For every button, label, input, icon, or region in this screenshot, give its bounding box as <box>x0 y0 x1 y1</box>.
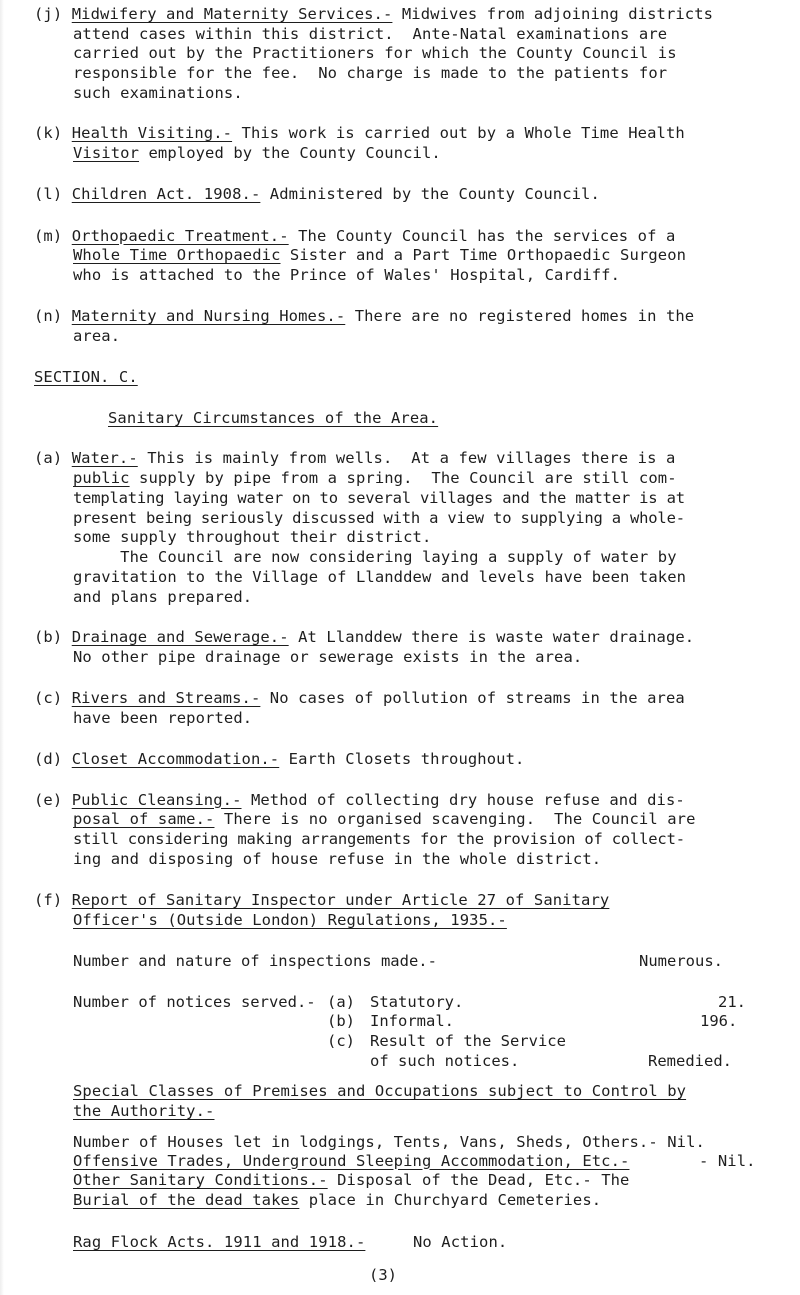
sanitary-a-line6: The Council are now considering laying a supply of water by <box>73 548 677 567</box>
item-j-line1 <box>34 4 713 25</box>
item-m-marker: (m) <box>34 226 63 245</box>
sanitary-a-line2 <box>73 468 677 489</box>
item-m-heading: Orthopaedic Treatment.- <box>71 226 289 245</box>
sanitary-a-line8: and plans prepared. <box>73 587 253 606</box>
item-k-line2 <box>73 143 441 164</box>
sanitary-a-line1 <box>34 448 675 469</box>
item-n-marker: (n) <box>34 307 63 326</box>
item-m-line1 <box>34 226 675 247</box>
sanitary-b-line2: No other pipe drainage or sewerage exists in the area. <box>73 647 583 666</box>
sanitary-e-heading: Public Cleansing.- <box>71 790 242 809</box>
notice-c-label: Result of the Service <box>370 1032 566 1051</box>
item-k-line1 <box>34 123 685 144</box>
sanitary-a-line4: present being seriously discussed with a view to supplying a whole- <box>73 508 685 527</box>
sanitary-e-text: Method of collecting dry house refuse and dis- <box>241 790 685 809</box>
sanitary-f-line1 <box>34 890 609 911</box>
item-l-heading: Children Act. 1908.- <box>71 185 261 204</box>
sanitary-e-line1 <box>34 790 685 811</box>
sanitary-c-marker: (c) <box>34 689 63 708</box>
special-heading1: Special Classes of Premises and Occupations subject to Control by <box>73 1082 687 1100</box>
sanitary-f-heading1: Report of Sanitary Inspector under Article 27 of Sanitary <box>71 891 610 910</box>
sanitary-c-text: No cases of pollution of streams in the area <box>260 689 685 708</box>
notice-c-value: Remedied. <box>648 1051 732 1070</box>
sanitary-a-underlined: public <box>73 469 130 488</box>
item-k-heading: Health Visiting.- <box>71 124 233 143</box>
other-line2 <box>73 1191 601 1210</box>
sanitary-c-line1 <box>34 688 685 709</box>
item-j-line4: responsible for the fee. No charge is made to the patients for <box>73 63 668 82</box>
sanitary-a-heading: Water.- <box>71 449 138 468</box>
notice-b-marker: (b) <box>327 1012 355 1031</box>
offensive-line <box>73 1151 756 1171</box>
section-title: SECTION. C. <box>34 367 138 386</box>
notice-c-label2: of such notices. <box>370 1051 520 1070</box>
sanitary-f-heading2: Officer's (Outside London) Regulations, 1935.- <box>73 910 507 929</box>
item-k-text: This work is carried out by a Whole Time Health <box>232 124 685 143</box>
item-m-underlined: Whole Time Orthopaedic <box>73 246 281 265</box>
sanitary-e-line3: still considering making arrangements for the provision of collect- <box>73 830 685 849</box>
notice-b-value: 196. <box>700 1012 738 1031</box>
sanitary-c-line2: have been reported. <box>73 708 253 727</box>
notice-a-marker: (a) <box>327 992 355 1011</box>
item-n-line2: area. <box>73 327 121 346</box>
item-j-line5: such examinations. <box>73 83 243 102</box>
rag-heading: Rag Flock Acts. 1911 and 1918.- <box>73 1233 366 1251</box>
sanitary-a-line7: gravitation to the Village of Llanddew and levels have been taken <box>73 567 687 586</box>
sanitary-d-heading: Closet Accommodation.- <box>71 750 280 769</box>
sanitary-b-text: At Llanddew there is waste water drainage. <box>288 627 695 646</box>
item-m-line3: who is attached to the Prince of Wales' Hospital, Cardiff. <box>73 266 621 285</box>
special-houses: Number of Houses let in lodgings, Tents, Vans, Sheds, Others.- Nil. <box>73 1132 705 1151</box>
section-subtitle: Sanitary Circumstances of the Area. <box>108 408 439 427</box>
sanitary-e-line2 <box>73 809 696 830</box>
other-underlined: Burial of the dead takes <box>73 1190 300 1209</box>
sanitary-a-text2: supply by pipe from a spring. The Council are still com- <box>129 469 677 488</box>
offensive-heading: Offensive Trades, Underground Sleeping Accommodation, Etc.- <box>73 1151 630 1170</box>
rag-value: No Action. <box>413 1233 508 1251</box>
sanitary-e-marker: (e) <box>34 790 63 809</box>
sanitary-e-text2: There is no organised scavenging. The Council are <box>214 810 696 829</box>
sanitary-f-marker: (f) <box>34 891 63 910</box>
notices-label: Number of notices served.- <box>73 992 316 1011</box>
item-k-text2: employed by the County Council. <box>139 143 441 162</box>
item-l-text: Administered by the County Council. <box>260 185 600 204</box>
page-number: (3) <box>369 1266 397 1284</box>
sanitary-b-line1 <box>34 627 694 648</box>
item-n-heading: Maternity and Nursing Homes.- <box>71 307 346 326</box>
notice-a-label: Statutory. <box>370 992 464 1011</box>
sanitary-a-line3: templating laying water on to several villages and the matter is at <box>73 488 685 507</box>
rag-flock-line <box>73 1232 508 1253</box>
item-k-underlined: Visitor <box>73 143 140 162</box>
sanitary-a-text: This is mainly from wells. At a few villages there is a <box>137 449 676 468</box>
special-heading2: the Authority.- <box>73 1101 215 1120</box>
sanitary-a-marker: (a) <box>34 449 63 468</box>
item-j-heading: Midwifery and Maternity Services.- <box>71 4 393 23</box>
sanitary-b-marker: (b) <box>34 627 63 646</box>
notice-a-value: 21. <box>718 992 746 1011</box>
other-text2: place in Churchyard Cemeteries. <box>299 1190 602 1209</box>
item-m-text2: Sister and a Part Time Orthopaedic Surgeon <box>280 246 687 265</box>
other-text1: Disposal of the Dead, Etc.- The <box>327 1171 630 1190</box>
item-l-line1 <box>34 184 600 205</box>
item-n-line1 <box>34 306 694 327</box>
inspections-value: Numerous. <box>639 952 723 971</box>
item-j-line3: carried out by the Practitioners for which the County Council is <box>73 44 677 63</box>
page-edge <box>0 0 4 1295</box>
inspections-label: Number and nature of inspections made.- <box>73 952 437 971</box>
item-k-marker: (k) <box>34 124 63 143</box>
notice-c-marker: (c) <box>327 1032 355 1051</box>
other-line1 <box>73 1171 630 1190</box>
sanitary-a-line5: some supply throughout their district. <box>73 528 432 547</box>
sanitary-b-heading: Drainage and Sewerage.- <box>71 627 289 646</box>
item-l-marker: (l) <box>34 185 63 204</box>
sanitary-c-heading: Rivers and Streams.- <box>71 689 261 708</box>
item-j-line2: attend cases within this district. Ante-Natal examinations are <box>73 24 668 43</box>
other-heading: Other Sanitary Conditions.- <box>73 1171 328 1190</box>
sanitary-d-text: Earth Closets throughout. <box>279 750 525 769</box>
item-n-text: There are no registered homes in the <box>345 307 695 326</box>
sanitary-e-underlined: posal of same.- <box>73 810 215 829</box>
offensive-gap: - Nil. <box>699 1151 756 1170</box>
notice-b-label: Informal. <box>370 1012 454 1031</box>
item-m-text: The County Council has the services of a <box>288 226 676 245</box>
sanitary-e-line4: ing and disposing of house refuse in the whole district. <box>73 849 602 868</box>
sanitary-d-line1 <box>34 749 524 770</box>
item-j-marker: (j) <box>34 4 63 23</box>
item-j-text: Midwives from adjoining districts <box>392 4 714 23</box>
item-m-line2 <box>73 245 686 266</box>
sanitary-d-marker: (d) <box>34 750 63 769</box>
